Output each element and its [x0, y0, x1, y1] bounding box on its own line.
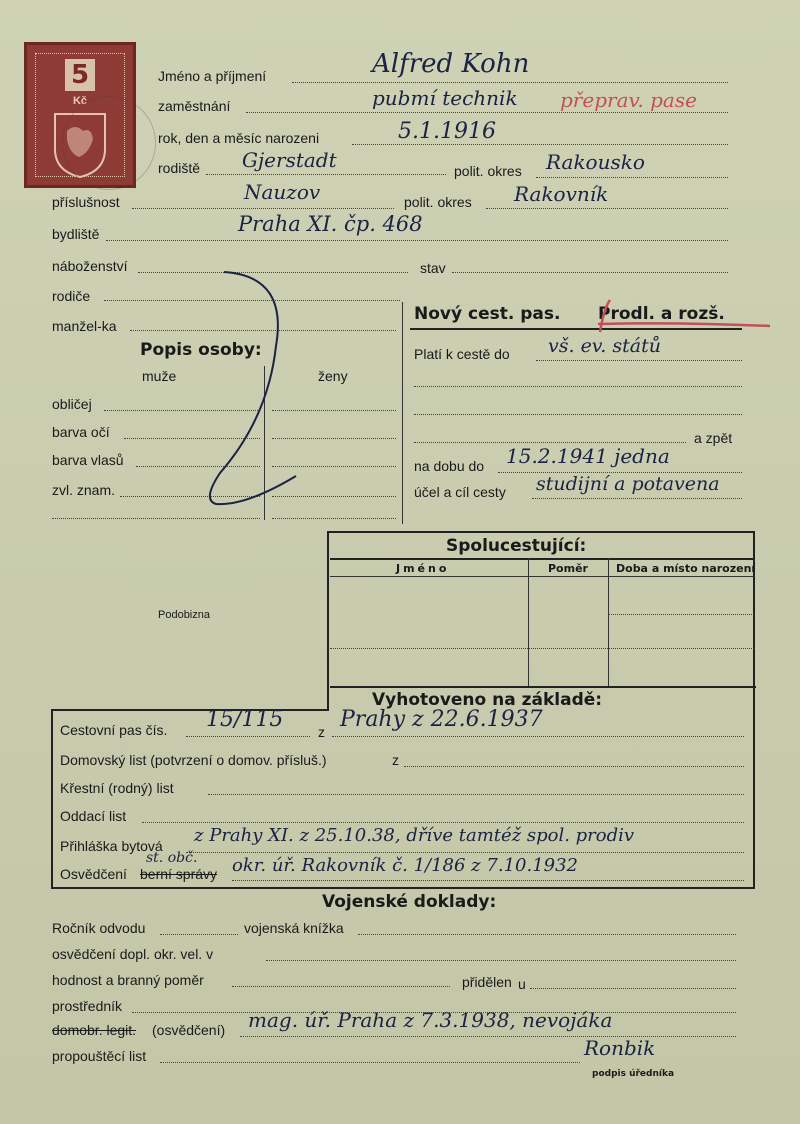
- birthplace-value: Gjerstadt: [242, 148, 337, 172]
- assigned-at-label: u: [518, 976, 526, 992]
- baptism-label: Křestní (rodný) list: [60, 780, 174, 796]
- eyes-label: barva očí: [52, 424, 110, 440]
- book-label: vojenská knížka: [244, 920, 344, 936]
- col-birth: Doba a místo narození: [616, 562, 756, 575]
- col-name: Jméno: [396, 562, 450, 575]
- religion-label: náboženství: [52, 258, 128, 274]
- certificate-label: Osvědčení: [60, 866, 127, 882]
- description-male: muže: [142, 368, 177, 384]
- assigned-label: přidělen: [462, 974, 512, 990]
- purpose-value: studijní a potavena: [536, 473, 720, 495]
- certificate-insert: st. obč.: [146, 850, 198, 866]
- district-label: polit. okres: [454, 163, 522, 179]
- intermediary-label: prostředník: [52, 998, 123, 1014]
- passport-from-value: Prahy z 22.6.1937: [340, 707, 543, 732]
- stamp-value: 5: [65, 59, 95, 91]
- domicile-from-label: z: [392, 752, 399, 768]
- district2-label: polit. okres: [404, 194, 472, 210]
- red-strike-mark: [580, 296, 780, 336]
- citizenship-label: příslušnost: [52, 194, 120, 210]
- cert-label: osvědčení dopl. okr. vel. v: [52, 946, 214, 962]
- passport-extend: Prodl. a rozš.: [598, 304, 725, 324]
- passport-no-label: Cestovní pas čís.: [60, 722, 168, 738]
- citizenship-value: Nauzov: [244, 180, 321, 204]
- passport-from-label: z: [318, 724, 325, 740]
- name-label: Jméno a příjmení: [158, 68, 267, 84]
- domicile-label: Domovský list (potvrzení o domov. přísluš.): [60, 752, 327, 768]
- year-label: Ročník odvodu: [52, 920, 146, 936]
- cert2-value: mag. úř. Praha z 7.3.1938, nevojáka: [248, 1008, 613, 1032]
- certificate-struck: berní správy: [140, 866, 218, 882]
- companions-title: Spolucestující:: [446, 536, 587, 556]
- hair-label: barva vlasů: [52, 452, 124, 468]
- residence-value: Praha XI. čp. 468: [238, 212, 423, 236]
- cert2-label: (osvědčení): [152, 1022, 226, 1038]
- marks-label: zvl. znam.: [52, 482, 116, 498]
- struck-label: domobr. legit.: [52, 1022, 137, 1038]
- district-value: Rakousko: [546, 150, 645, 174]
- parents-label: rodiče: [52, 288, 91, 304]
- passport-new: Nový cest. pas.: [414, 304, 561, 324]
- status-label: stav: [420, 260, 446, 276]
- registration-label: Přihláška bytová: [60, 838, 163, 854]
- release-label: propouštěcí list: [52, 1048, 147, 1064]
- signature-label: podpis úředníka: [592, 1069, 675, 1079]
- stamp-currency: Kč: [72, 95, 88, 107]
- period-label: na dobu do: [414, 458, 485, 474]
- registration-value: z Prahy XI. z 25.10.38, dříve tamtéž spol. prodiv: [194, 825, 635, 846]
- basis-title: Vyhotoveno na základě:: [372, 690, 603, 710]
- birth-value: 5.1.1916: [398, 119, 496, 144]
- job-correction: přeprav. pase: [560, 88, 697, 112]
- photo-label: Podobizna: [158, 609, 210, 621]
- purpose-label: účel a cíl cesty: [414, 484, 506, 500]
- description-female: ženy: [318, 368, 348, 384]
- col-relation: Poměr: [548, 562, 588, 575]
- marriage-label: Oddací list: [60, 808, 127, 824]
- name-value: Alfred Kohn: [372, 49, 530, 79]
- birth-label: rok, den a měsíc narozeni: [158, 130, 320, 146]
- valid-label: Platí k cestě do: [414, 346, 510, 362]
- cancellation-stroke: [180, 268, 320, 518]
- period-value: 15.2.1941 jedna: [506, 444, 670, 468]
- return-label: a zpět: [694, 430, 733, 446]
- description-title: Popis osoby:: [140, 340, 262, 360]
- face-label: obličej: [52, 396, 92, 412]
- cancellation-stamp: [62, 96, 156, 190]
- signature-value: Ronbik: [584, 1036, 656, 1060]
- certificate-value: okr. úř. Rakovník č. 1/186 z 7.10.1932: [232, 855, 578, 876]
- district2-value: Rakovník: [514, 182, 609, 206]
- valid-value: vš. ev. států: [548, 335, 661, 357]
- military-title: Vojenské doklady:: [322, 892, 497, 912]
- residence-label: bydliště: [52, 226, 100, 242]
- spouse-label: manžel-ka: [52, 318, 117, 334]
- birthplace-label: rodiště: [158, 160, 201, 176]
- rank-label: hodnost a branný poměr: [52, 972, 204, 988]
- job-value: pubmí technik: [372, 86, 518, 110]
- passport-no-value: 15/115: [206, 707, 284, 732]
- job-label: zaměstnání: [158, 98, 231, 114]
